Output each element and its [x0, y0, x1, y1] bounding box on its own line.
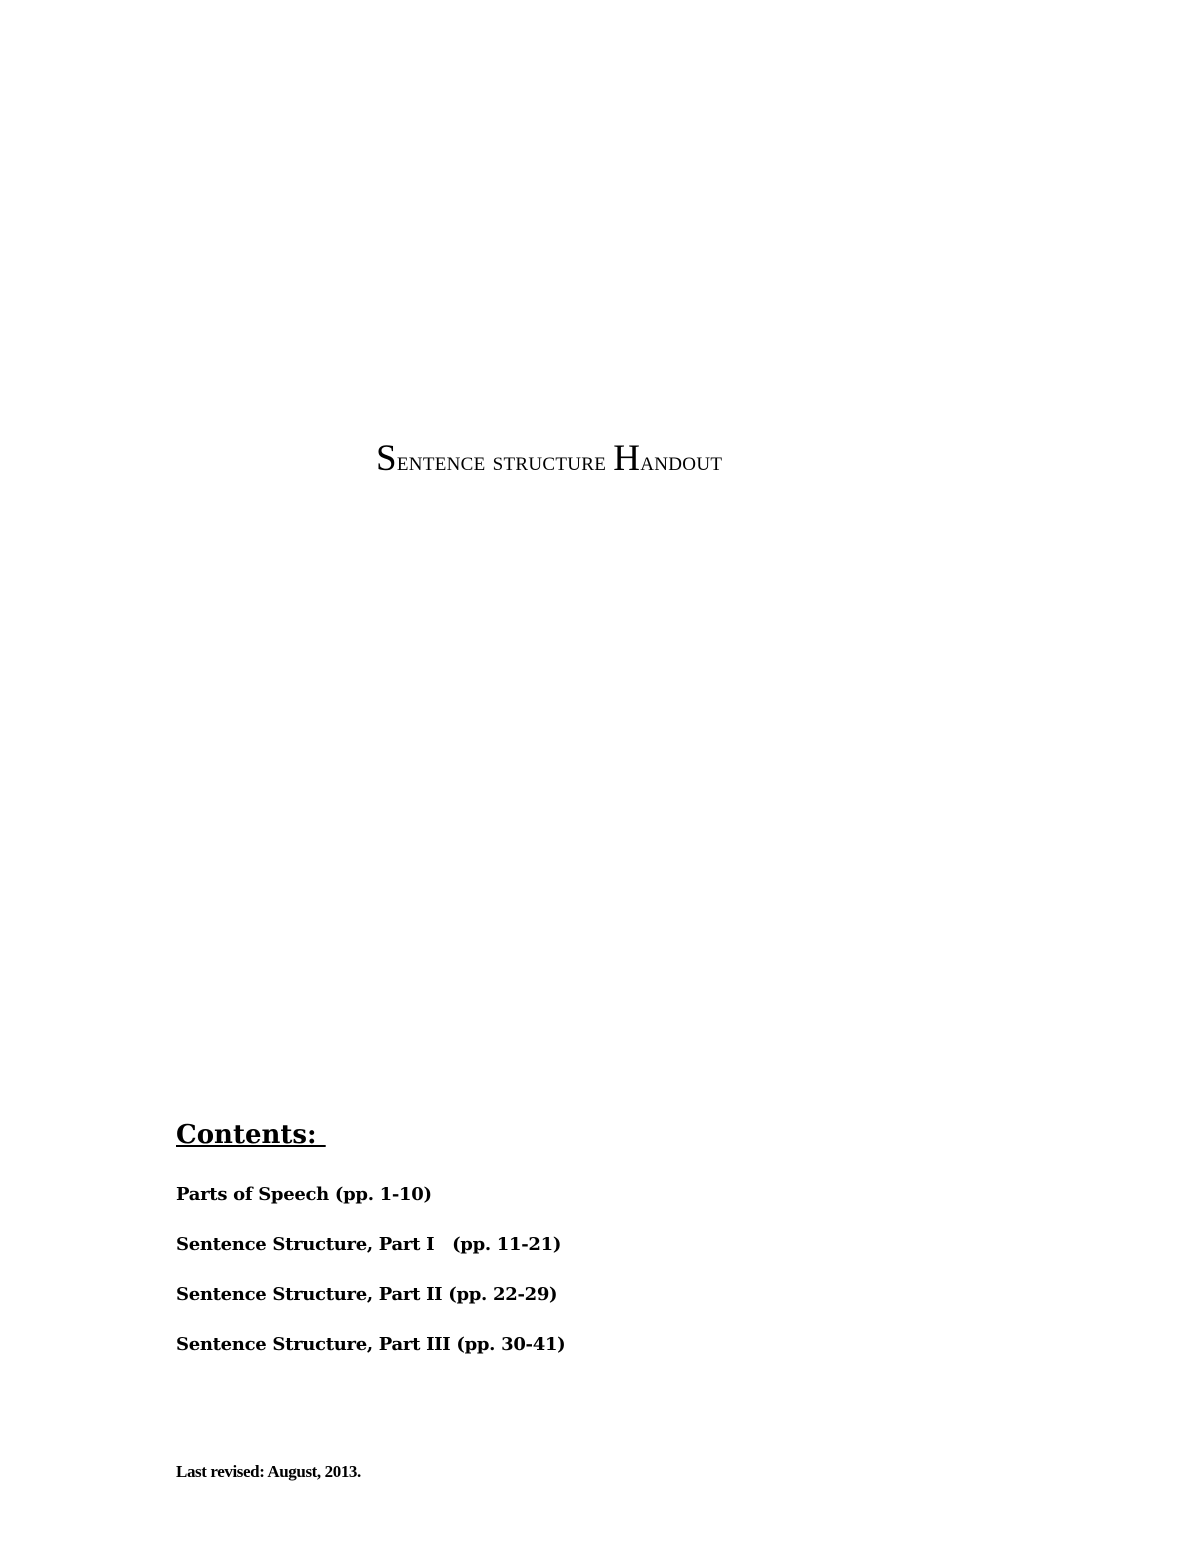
document-title: [376, 440, 722, 477]
contents-item-sentence-structure-part-3: Sentence Structure, Part III (pp. 30-41): [176, 1334, 566, 1355]
contents-item-sentence-structure-part-2: Sentence Structure, Part II (pp. 22-29): [176, 1284, 558, 1305]
contents-heading: Contents:: [176, 1120, 326, 1150]
contents-section: [176, 1120, 566, 1355]
title-initial-h: H: [613, 438, 641, 479]
contents-list: [176, 1183, 565, 1383]
title-word-handout: andout: [640, 446, 723, 476]
contents-item-parts-of-speech: Parts of Speech (pp. 1-10): [176, 1184, 432, 1205]
title-initial-s: S: [376, 438, 397, 479]
contents-item-sentence-structure-part-1: Sentence Structure, Part I (pp. 11-21): [176, 1234, 562, 1255]
title-word-sentence-structure: entence structure: [396, 446, 607, 476]
last-revised-note: Last revised: August, 2013.: [176, 1462, 361, 1481]
